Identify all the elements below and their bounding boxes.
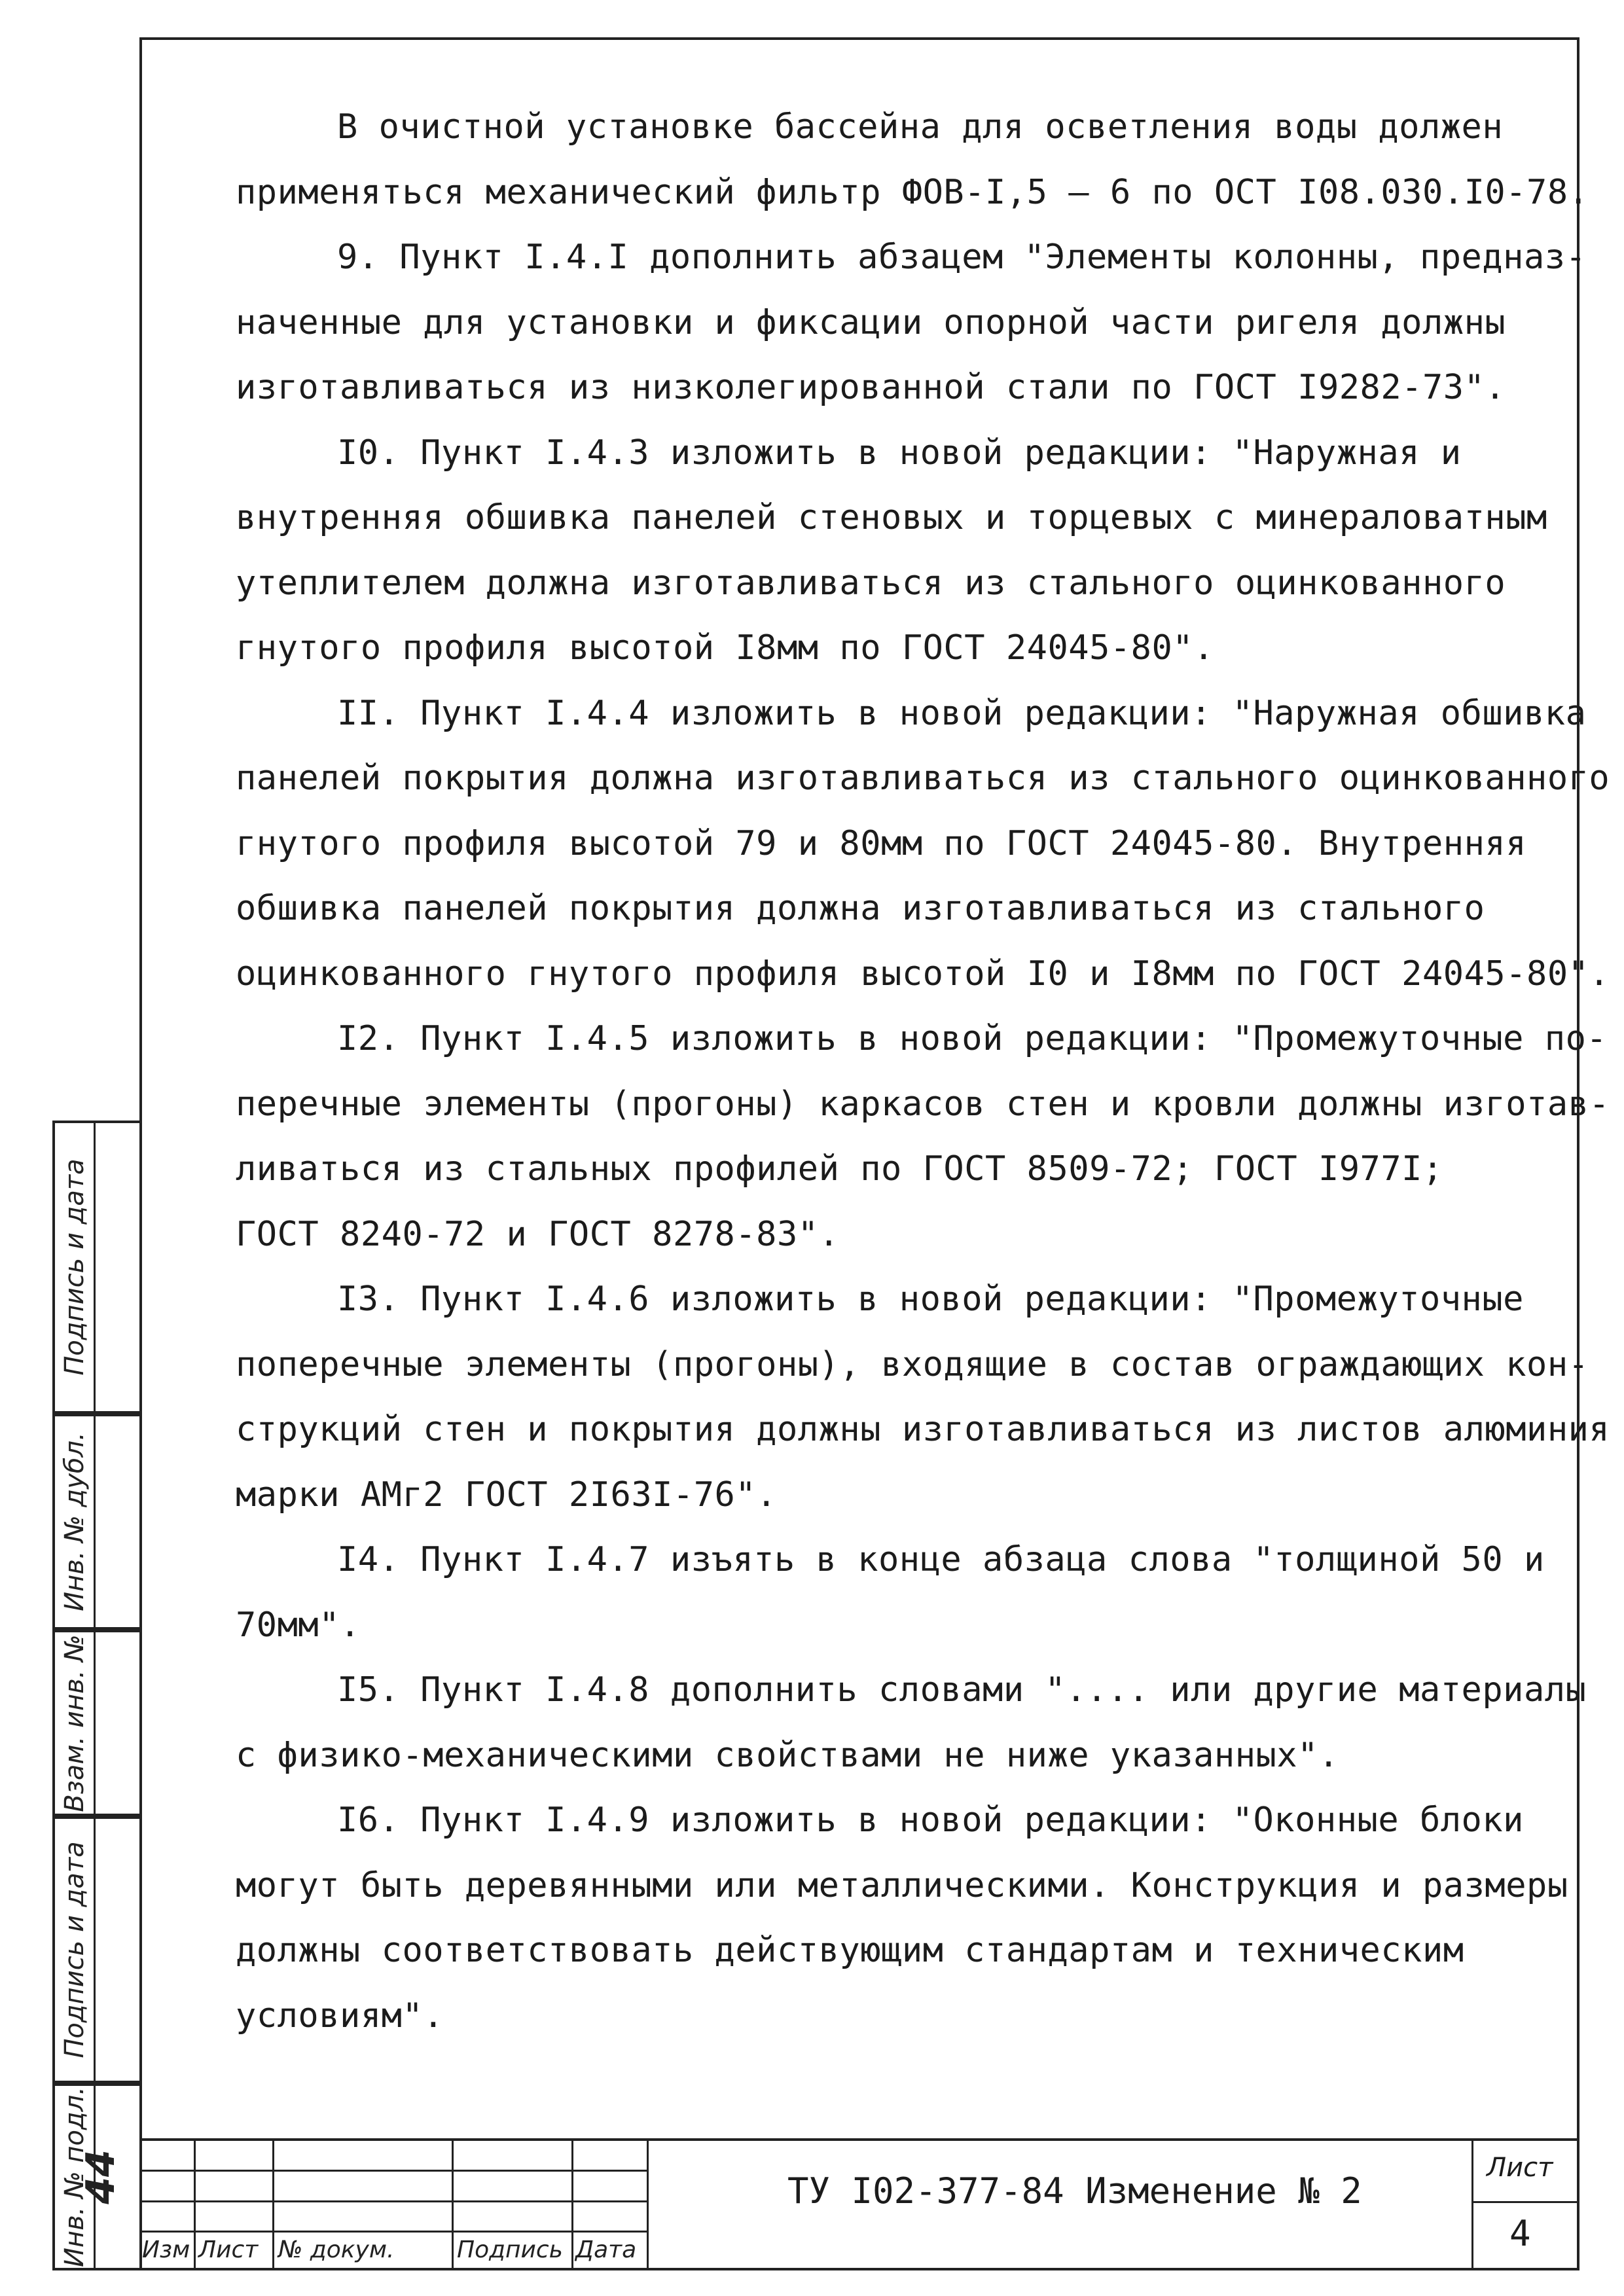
paragraph-item-15 xyxy=(236,1658,1587,1788)
margin-sign-date-2 xyxy=(52,1816,139,2083)
text-line: I4. Пункт I.4.7 изъять в конце абзаца слова "толщиной 50 и xyxy=(337,1540,1545,1579)
text-line: II. Пункт I.4.4 изложить в новой редакции: "Наружная обшивка xyxy=(337,693,1587,733)
caption-list: Лист xyxy=(198,2236,259,2263)
inv-podl-value: 44 xyxy=(78,2149,124,2204)
revision-grid xyxy=(139,2141,647,2270)
text-line: утеплителем должна изготавливаться из стального оцинкованного xyxy=(236,563,1506,603)
caption-izm: Изм xyxy=(142,2236,190,2263)
margin-label: Подпись и дата xyxy=(59,1841,90,2058)
text-line: гнутого профиля высотой 79 и 80мм по ГОСТ 24045-80. Внутренняя xyxy=(236,823,1527,863)
text-line: марки АМг2 ГОСТ 2I63I-76". xyxy=(236,1475,777,1515)
text-line: I5. Пункт I.4.8 дополнить словами ".... или другие материалы xyxy=(337,1670,1587,1710)
text-line: оцинкованного гнутого профиля высотой I0 и I8мм по ГОСТ 24045-80". xyxy=(236,954,1610,994)
paragraph-item-11 xyxy=(236,681,1610,1007)
title-block xyxy=(139,2138,1579,2270)
text-line: применяться механический фильтр ФОВ-I,5 – 6 по ОСТ I08.030.I0-78. xyxy=(236,172,1589,212)
text-line: I2. Пункт I.4.5 изложить в новой редакции: "Промежуточные по- xyxy=(337,1019,1608,1058)
text-line: поперечные элементы (прогоны), входящие в состав ограждающих кон- xyxy=(236,1344,1589,1384)
paragraph-item-14 xyxy=(236,1528,1568,1658)
text-line: условиям". xyxy=(236,1996,444,2036)
text-line: могут быть деревянными или металлическими. Конструкция и размеры xyxy=(236,1865,1568,1905)
text-line: ГОСТ 8240-72 и ГОСТ 8278-83". xyxy=(236,1214,840,1254)
text-line: с физико-механическими свойствами не ниже указанных". xyxy=(236,1735,1339,1775)
text-line: I3. Пункт I.4.6 изложить в новой редакции: "Промежуточные xyxy=(337,1280,1524,1319)
text-line: изготавливаться из низколегированной стали по ГОСТ I9282-73". xyxy=(236,368,1506,407)
revision-captions xyxy=(139,2233,647,2270)
text-line: I6. Пункт I.4.9 изложить в новой редакции: "Оконные блоки xyxy=(337,1801,1524,1840)
paragraph xyxy=(236,95,1589,225)
margin-label: Инв. № подл. xyxy=(59,2087,90,2267)
margin-inv-podl xyxy=(52,2083,139,2270)
text-line: 9. Пункт I.4.I дополнить абзацем "Элементы колонны, предназ- xyxy=(337,238,1587,277)
text-line: обшивка панелей покрытия должна изготавливаться из стального xyxy=(236,889,1485,928)
paragraph-item-9 xyxy=(236,225,1587,421)
text-line: ливаться из стальных профилей по ГОСТ 8509-72; ГОСТ I977I; xyxy=(236,1149,1443,1189)
text-line: внутренняя обшивка панелей стеновых и торцевых с минераловатным xyxy=(236,498,1547,537)
caption-date: Дата xyxy=(575,2236,637,2263)
paragraph-item-12 xyxy=(236,1007,1610,1267)
text-line: наченные для установки и фиксации опорной части ригеля должны xyxy=(236,302,1506,342)
document-body xyxy=(236,95,1610,2049)
sheet-box xyxy=(1471,2141,1579,2270)
margin-label: Инв. № дубл. xyxy=(59,1432,90,1611)
text-line: должны соответствовать действующим стандартам и техническим xyxy=(236,1931,1464,1970)
margin-sign-date-1 xyxy=(52,1121,139,1414)
margin-vzam-inv xyxy=(52,1630,139,1816)
caption-doc-number: № докум. xyxy=(278,2236,395,2263)
text-line: 70мм". xyxy=(236,1605,361,1645)
text-line: перечные элементы (прогоны) каркасов стен и кровли должны изготав- xyxy=(236,1084,1610,1124)
paragraph-item-10 xyxy=(236,421,1568,681)
text-line: струкций стен и покрытия должны изготавливаться из листов алюминия xyxy=(236,1410,1610,1449)
text-line: В очистной установке бассейна для осветления воды должен xyxy=(337,107,1504,147)
caption-signature: Подпись xyxy=(457,2236,563,2263)
sheet-label: Лист xyxy=(1487,2153,1553,2183)
margin-label: Подпись и дата xyxy=(59,1158,90,1376)
text-line: гнутого профиля высотой I8мм по ГОСТ 24045-80". xyxy=(236,628,1214,668)
document-designation: ТУ I02-377-84 Изменение № 2 xyxy=(787,2170,1362,2212)
sheet-number: 4 xyxy=(1509,2213,1531,2254)
margin-label: Взам. инв. № xyxy=(59,1634,90,1812)
paragraph-item-13 xyxy=(236,1267,1610,1528)
paragraph-item-16 xyxy=(236,1788,1568,2049)
margin-inv-dubl xyxy=(52,1414,139,1630)
text-line: панелей покрытия должна изготавливаться из стального оцинкованного xyxy=(236,759,1610,798)
text-line: I0. Пункт I.4.3 изложить в новой редакции: "Наружная и xyxy=(337,433,1462,473)
